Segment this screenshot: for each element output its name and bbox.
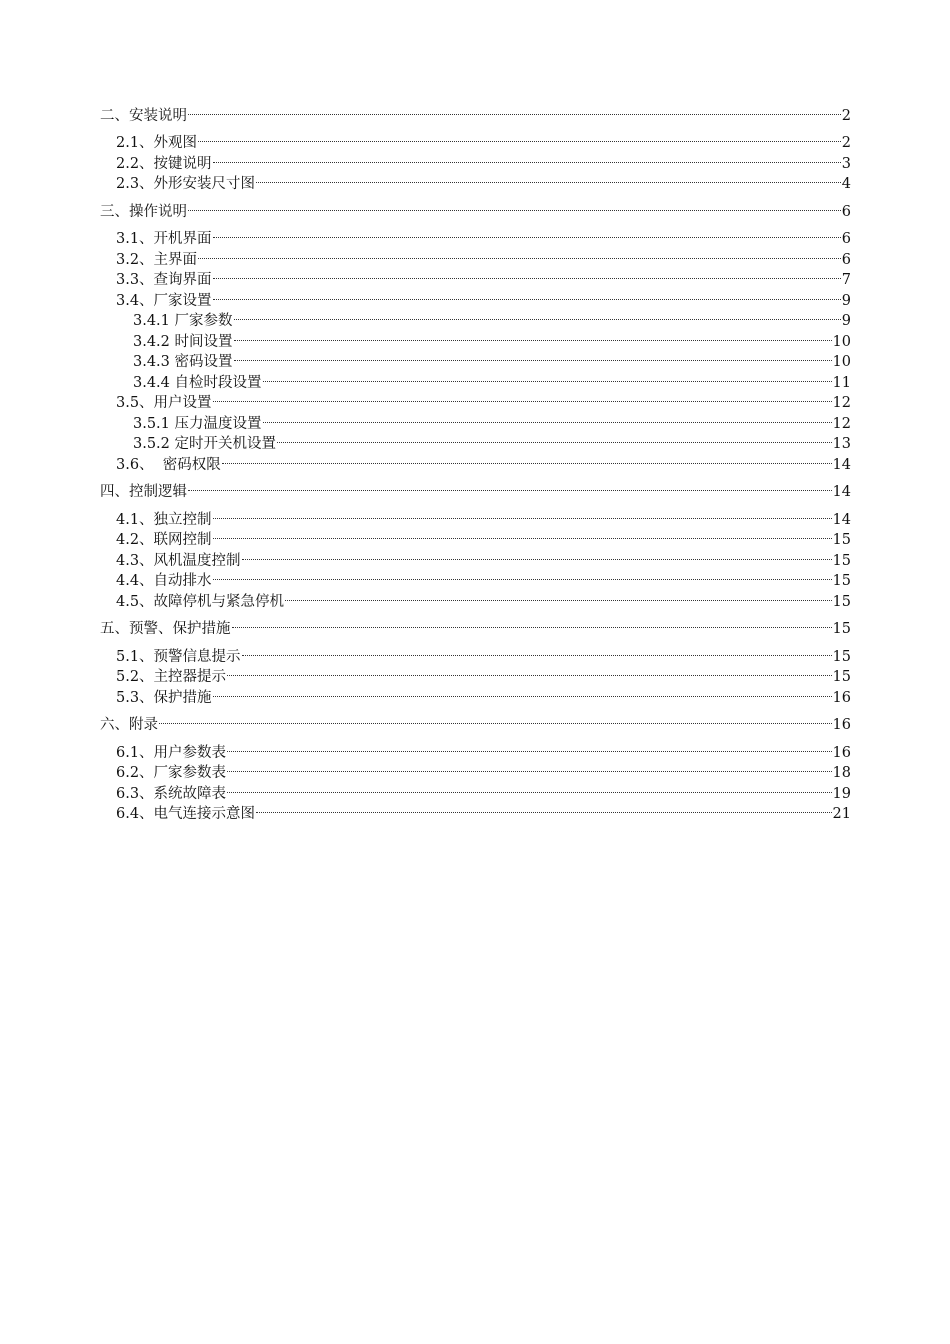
toc-entry-page: 19 (832, 785, 851, 802)
toc-entry-label: 3.3、查询界面 (116, 272, 212, 288)
toc-entry-page: 16 (832, 689, 851, 706)
toc-entry-page: 11 (832, 374, 851, 391)
toc-entry-label: 2.2、按键说明 (116, 155, 212, 172)
toc-entry-label: 4.4、自动排水 (116, 573, 212, 589)
toc-entry-label: 4.1、独立控制 (116, 511, 212, 528)
toc-entry-label: 3.4.3 密码设置 (133, 354, 233, 370)
toc-entry-page: 16 (832, 717, 851, 733)
toc-entry-3[interactable] (100, 195, 851, 220)
toc-entry-page: 6 (841, 251, 851, 268)
toc-entry-page: 6 (841, 203, 851, 220)
toc-entry-label: 6.4、电气连接示意图 (116, 806, 256, 822)
toc-entry-2-1[interactable] (100, 127, 851, 151)
toc-entry-3-3[interactable] (100, 264, 851, 288)
table-of-contents (100, 99, 851, 822)
toc-entry-2[interactable] (100, 99, 851, 124)
toc-entry-label: 6.2、厂家参数表 (116, 765, 227, 781)
toc-dot-leader (234, 346, 832, 367)
toc-entry-page: 14 (832, 456, 851, 473)
toc-dot-leader (188, 195, 841, 216)
toc-entry-label: 4.2、联网控制 (116, 532, 212, 548)
toc-dot-leader (213, 147, 841, 168)
toc-entry-4[interactable] (100, 476, 851, 500)
toc-dot-leader (188, 476, 832, 497)
toc-entry-page: 15 (832, 573, 851, 589)
toc-entry-2-3[interactable] (100, 168, 851, 192)
toc-entry-5-3[interactable] (100, 681, 851, 706)
toc-entry-label: 4.5、故障停机与紧急停机 (116, 593, 285, 610)
toc-entry-page: 16 (832, 744, 851, 761)
toc-entry-label: 5.2、主控器提示 (116, 669, 227, 685)
toc-entry-page: 15 (832, 621, 851, 637)
toc-entry-label: 3.4、厂家设置 (116, 292, 212, 309)
toc-dot-leader (188, 99, 841, 120)
toc-dot-leader (198, 243, 841, 264)
toc-entry-3-2[interactable] (100, 243, 851, 268)
toc-dot-leader (213, 387, 832, 408)
toc-dot-leader (234, 325, 832, 346)
toc-entry-page: 21 (832, 806, 851, 822)
toc-entry-page: 9 (841, 292, 851, 309)
toc-entry-label: 3.4.4 自检时段设置 (133, 374, 262, 391)
toc-entry-label: 3.2、主界面 (116, 251, 198, 268)
toc-dot-leader (234, 305, 841, 326)
toc-entry-4-1[interactable] (100, 503, 851, 528)
toc-dot-leader (263, 366, 832, 387)
toc-entry-5-1[interactable] (100, 640, 851, 665)
toc-dot-leader (227, 661, 831, 682)
toc-entry-page: 3 (841, 155, 851, 172)
toc-entry-3-4[interactable] (100, 284, 851, 309)
toc-dot-leader (227, 777, 831, 798)
toc-entry-label: 四、控制逻辑 (100, 484, 187, 500)
toc-entry-label: 3.5.2 定时开关机设置 (133, 436, 277, 452)
toc-dot-leader (227, 736, 831, 757)
toc-entry-4-3[interactable] (100, 544, 851, 569)
toc-entry-page: 13 (832, 436, 851, 452)
toc-dot-leader (213, 264, 841, 285)
toc-entry-page: 2 (841, 107, 851, 124)
toc-entry-page: 15 (832, 593, 851, 610)
toc-dot-leader (213, 681, 832, 702)
toc-entry-page: 10 (832, 333, 851, 350)
toc-dot-leader (285, 585, 831, 606)
toc-dot-leader (213, 565, 832, 586)
toc-entry-page: 12 (832, 415, 851, 432)
toc-entry-2-2[interactable] (100, 147, 851, 172)
toc-entry-5[interactable] (100, 613, 851, 637)
toc-entry-page: 12 (832, 395, 851, 411)
toc-entry-label: 2.1、外观图 (116, 135, 198, 151)
toc-entry-label: 3.1、开机界面 (116, 231, 212, 247)
toc-dot-leader (159, 709, 832, 730)
toc-entry-label: 六、附录 (100, 717, 158, 733)
toc-entry-label: 6.1、用户参数表 (116, 744, 227, 761)
toc-dot-leader (256, 168, 841, 189)
toc-entry-4-4[interactable] (100, 565, 851, 589)
toc-dot-leader (213, 524, 832, 545)
toc-entry-label: 3.4.2 时间设置 (133, 333, 233, 350)
toc-entry-page: 15 (832, 552, 851, 569)
toc-entry-label: 五、预警、保护措施 (100, 621, 231, 637)
toc-entry-label: 3.5、用户设置 (116, 395, 212, 411)
toc-dot-leader (213, 223, 841, 244)
toc-entry-page: 6 (841, 231, 851, 247)
toc-entry-label: 2.3、外形安装尺寸图 (116, 176, 256, 192)
toc-dot-leader (222, 448, 832, 469)
toc-entry-page: 14 (832, 484, 851, 500)
toc-dot-leader (213, 284, 841, 305)
toc-entry-3-4-1[interactable] (100, 305, 851, 329)
toc-entry-3-1[interactable] (100, 223, 851, 247)
toc-entry-label: 二、安装说明 (100, 107, 187, 124)
toc-entry-label: 3.6、 密码权限 (116, 456, 221, 473)
toc-entry-6[interactable] (100, 709, 851, 733)
toc-dot-leader (242, 544, 832, 565)
toc-dot-leader (256, 798, 831, 819)
toc-entry-page: 4 (841, 176, 851, 192)
toc-dot-leader (213, 503, 832, 524)
toc-entry-6-1[interactable] (100, 736, 851, 761)
toc-entry-3-5[interactable] (100, 387, 851, 411)
toc-entry-page: 10 (832, 354, 851, 370)
toc-entry-label: 4.3、风机温度控制 (116, 552, 241, 569)
toc-entry-page: 9 (841, 313, 851, 329)
toc-entry-label: 3.5.1 压力温度设置 (133, 415, 262, 432)
toc-entry-page: 14 (832, 511, 851, 528)
toc-dot-leader (242, 640, 832, 661)
toc-entry-label: 5.3、保护措施 (116, 689, 212, 706)
toc-entry-page: 7 (841, 272, 851, 288)
toc-entry-page: 15 (832, 648, 851, 665)
toc-dot-leader (277, 428, 832, 449)
toc-dot-leader (232, 613, 832, 634)
toc-dot-leader (263, 407, 832, 428)
toc-entry-label: 6.3、系统故障表 (116, 785, 227, 802)
toc-entry-page: 18 (832, 765, 851, 781)
toc-entry-label: 3.4.1 厂家参数 (133, 313, 233, 329)
toc-entry-page: 2 (841, 135, 851, 151)
toc-entry-3-5-1[interactable] (100, 407, 851, 432)
toc-entry-page: 15 (832, 532, 851, 548)
toc-entry-label: 三、操作说明 (100, 203, 187, 220)
toc-entry-label: 5.1、预警信息提示 (116, 648, 241, 665)
toc-entry-4-5[interactable] (100, 585, 851, 610)
toc-entry-page: 15 (832, 669, 851, 685)
toc-dot-leader (198, 127, 841, 148)
toc-entry-4-2[interactable] (100, 524, 851, 548)
toc-dot-leader (227, 757, 831, 778)
